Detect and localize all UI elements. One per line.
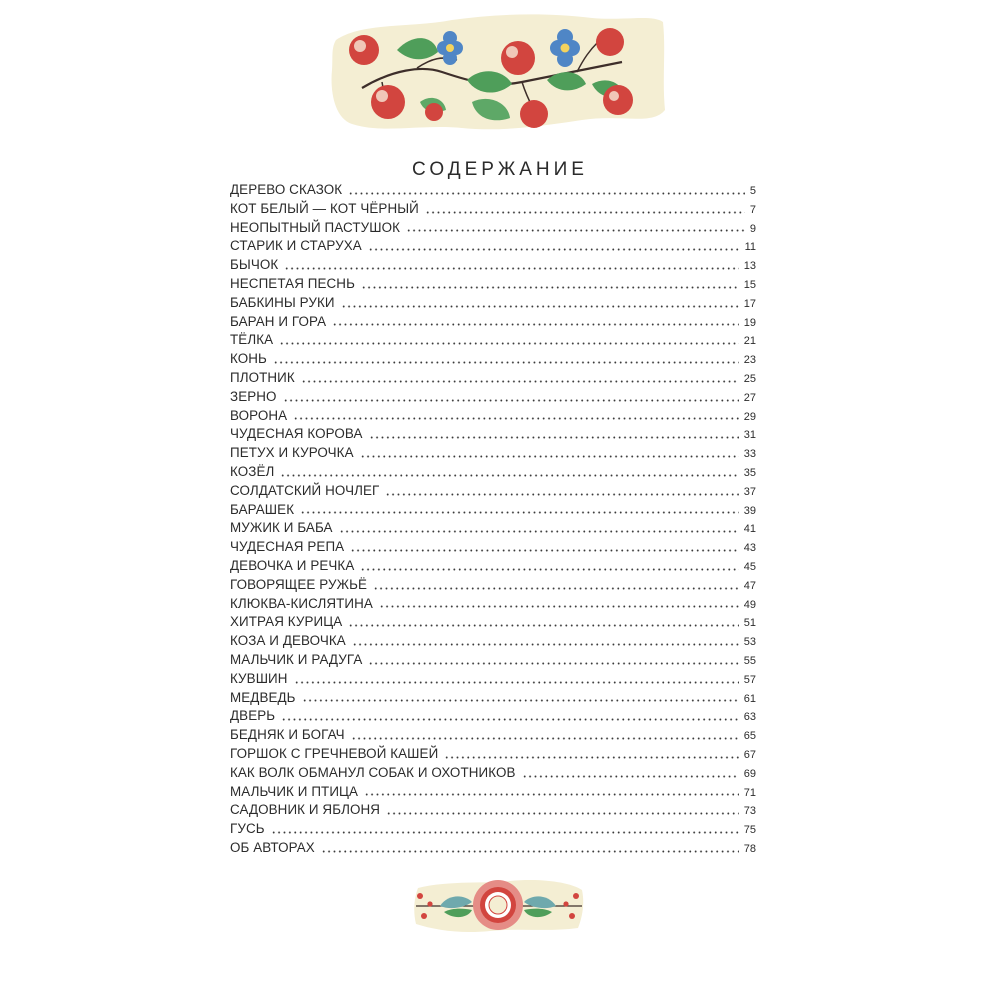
toc-entry-title: НЕОПЫТНЫЙ ПАСТУШОК: [230, 219, 401, 235]
toc-entry-title: БАРАШЕК: [230, 501, 295, 517]
toc-row[interactable]: [230, 501, 756, 520]
toc-row[interactable]: [230, 519, 756, 538]
toc-entry-title: КУВШИН: [230, 670, 288, 686]
dot-leader: [284, 266, 738, 271]
toc-page-number: 78: [743, 842, 756, 855]
toc-row[interactable]: [230, 745, 756, 764]
toc-entry-title: БЕДНЯК И БОГАЧ: [230, 727, 345, 743]
toc-page-number: 57: [743, 673, 756, 686]
toc-page-number: 39: [743, 504, 756, 517]
toc-row[interactable]: [230, 689, 756, 708]
toc-row[interactable]: [230, 764, 756, 783]
dot-leader: [273, 360, 739, 365]
dot-leader: [360, 454, 739, 459]
toc-page-number: 37: [743, 485, 756, 498]
toc-row[interactable]: [230, 557, 756, 576]
dot-leader: [425, 210, 745, 215]
toc-entry-title: ЧУДЕСНАЯ КОРОВА: [230, 426, 363, 442]
dot-leader: [301, 379, 739, 384]
dot-leader: [522, 774, 739, 779]
toc-entry-title: НЕСПЕТАЯ ПЕСНЬ: [230, 275, 355, 291]
toc-row[interactable]: [230, 331, 756, 350]
folk-flower-ornament: [410, 876, 586, 934]
dot-leader: [369, 435, 739, 440]
toc-page-number: 53: [743, 636, 756, 649]
dot-leader: [321, 849, 739, 854]
toc-page-number: 9: [749, 222, 756, 235]
toc-row[interactable]: [230, 783, 756, 802]
toc-row[interactable]: [230, 181, 756, 200]
toc-entry-title: МЕДВЕДЬ: [230, 689, 296, 705]
dot-leader: [352, 642, 739, 647]
toc-row[interactable]: [230, 237, 756, 256]
dot-leader: [350, 548, 739, 553]
toc-entry-title: БАРАН И ГОРА: [230, 313, 327, 329]
dot-leader: [294, 680, 739, 685]
toc-entry-title: КОЗА И ДЕВОЧКА: [230, 633, 346, 649]
toc-page-number: 23: [743, 354, 756, 367]
toc-entry-title: ГОВОРЯЩЕЕ РУЖЬЁ: [230, 576, 367, 592]
toc-page-number: 5: [749, 185, 756, 197]
dot-leader: [364, 792, 739, 797]
dot-leader: [360, 567, 738, 572]
toc-entry-title: БЫЧОК: [230, 257, 279, 273]
toc-entry-title: МАЛЬЧИК И РАДУГА: [230, 651, 363, 667]
toc-page-number: 7: [749, 203, 756, 216]
toc-entry-title: ТЁЛКА: [230, 332, 274, 348]
toc-row[interactable]: [230, 444, 756, 463]
toc-page-number: 25: [743, 372, 756, 385]
toc-page-number: 35: [743, 466, 756, 479]
dot-leader: [373, 586, 739, 591]
toc-entry-title: КОНЬ: [230, 351, 267, 367]
dot-leader: [444, 755, 738, 760]
dot-leader: [281, 717, 739, 722]
toc-page-number: 31: [743, 429, 756, 442]
toc-page-number: 67: [743, 748, 756, 761]
toc-row[interactable]: [230, 595, 756, 614]
toc-row[interactable]: [230, 256, 756, 275]
toc-page-number: 45: [743, 560, 756, 573]
toc-row[interactable]: [230, 350, 756, 369]
toc-page-number: 65: [743, 730, 756, 743]
toc-entry-title: ОБ АВТОРАХ: [230, 839, 315, 855]
toc-entry-title: ВОРОНА: [230, 407, 288, 423]
toc-entry-title: ГУСЬ: [230, 821, 265, 837]
toc-row[interactable]: [230, 801, 756, 820]
toc-entry-title: САДОВНИК И ЯБЛОНЯ: [230, 802, 381, 818]
toc-row[interactable]: [230, 651, 756, 670]
toc-row[interactable]: [230, 200, 756, 219]
dot-leader: [332, 322, 739, 327]
toc-page-number: 41: [743, 523, 756, 536]
toc-row[interactable]: [230, 482, 756, 501]
toc-page-number: 27: [743, 391, 756, 404]
toc-page-number: 13: [743, 260, 756, 273]
dot-leader: [348, 623, 739, 628]
toc-entry-title: КОТ БЕЛЫЙ — КОТ ЧЁРНЫЙ: [230, 200, 419, 216]
dot-leader: [385, 492, 738, 497]
dot-leader: [368, 247, 740, 252]
dot-leader: [368, 661, 738, 666]
toc-page-number: 75: [743, 824, 756, 837]
dot-leader: [279, 341, 739, 346]
toc-page-number: 55: [743, 654, 756, 667]
toc-entry-title: МАЛЬЧИК И ПТИЦА: [230, 783, 359, 799]
toc-page-number: 33: [743, 448, 756, 461]
toc-row[interactable]: [230, 219, 756, 238]
toc-page-number: 19: [743, 316, 756, 329]
dot-leader: [339, 529, 739, 534]
toc-page-number: 21: [743, 335, 756, 348]
toc-page-number: 47: [743, 579, 756, 592]
toc-page-number: 71: [743, 786, 756, 799]
toc-row[interactable]: [230, 407, 756, 426]
toc-page-number: 17: [743, 297, 756, 310]
toc-entry-title: ДВЕРЬ: [230, 708, 276, 724]
dot-leader: [406, 228, 745, 233]
toc-row[interactable]: [230, 275, 756, 294]
dot-leader: [293, 416, 739, 421]
toc-entry-title: КЛЮКВА-КИСЛЯТИНА: [230, 595, 373, 611]
dot-leader: [386, 811, 739, 816]
dot-leader: [302, 698, 739, 703]
toc-entry-title: ЧУДЕСНАЯ РЕПА: [230, 539, 345, 555]
toc-entry-title: ЗЕРНО: [230, 388, 277, 404]
toc-row[interactable]: [230, 538, 756, 557]
toc-row[interactable]: [230, 388, 756, 407]
dot-leader: [341, 304, 739, 309]
dot-leader: [351, 736, 739, 741]
dot-leader: [361, 285, 739, 290]
toc-entry-title: ПЕТУХ И КУРОЧКА: [230, 445, 354, 461]
table-of-contents: [230, 181, 756, 858]
toc-row[interactable]: [230, 707, 756, 726]
toc-page-number: 43: [743, 542, 756, 555]
toc-entry-title: БАБКИНЫ РУКИ: [230, 294, 335, 310]
toc-entry-title: ПЛОТНИК: [230, 369, 295, 385]
dot-leader: [283, 398, 739, 403]
dot-leader: [348, 191, 745, 196]
toc-row[interactable]: [230, 313, 756, 332]
page-title: СОДЕРЖАНИЕ: [412, 158, 588, 180]
toc-page-number: 49: [743, 598, 756, 611]
dot-leader: [300, 510, 739, 515]
toc-row[interactable]: [230, 576, 756, 595]
toc-entry-title: КАК ВОЛК ОБМАНУЛ СОБАК И ОХОТНИКОВ: [230, 764, 516, 780]
toc-row[interactable]: [230, 294, 756, 313]
toc-entry-title: ДЕВОЧКА И РЕЧКА: [230, 557, 355, 573]
dot-leader: [280, 473, 738, 478]
toc-page-number: 61: [743, 692, 756, 705]
toc-page-number: 29: [743, 410, 756, 423]
toc-page-number: 73: [743, 805, 756, 818]
toc-entry-title: ДЕРЕВО СКАЗОК: [230, 182, 343, 197]
folk-flower-icon: [473, 880, 523, 930]
toc-page-number: 69: [743, 767, 756, 780]
toc-entry-title: ГОРШОК С ГРЕЧНЕВОЙ КАШЕЙ: [230, 745, 439, 761]
toc-entry-title: СТАРИК И СТАРУХА: [230, 238, 362, 254]
toc-entry-title: ХИТРАЯ КУРИЦА: [230, 614, 343, 630]
toc-entry-title: СОЛДАТСКИЙ НОЧЛЕГ: [230, 482, 380, 498]
toc-row[interactable]: [230, 613, 756, 632]
toc-page-number: 51: [743, 617, 756, 630]
toc-row[interactable]: [230, 369, 756, 388]
toc-entry-title: КОЗЁЛ: [230, 463, 275, 479]
toc-row[interactable]: [230, 726, 756, 745]
dot-leader: [379, 604, 739, 609]
toc-page-number: 15: [743, 278, 756, 291]
toc-page-number: 11: [744, 241, 756, 254]
toc-row[interactable]: [230, 820, 756, 839]
toc-page-number: 63: [743, 711, 756, 724]
toc-row[interactable]: [230, 463, 756, 482]
toc-row[interactable]: [230, 839, 756, 858]
toc-row[interactable]: [230, 670, 756, 689]
toc-row[interactable]: [230, 425, 756, 444]
berry-branch-ornament: [322, 10, 667, 138]
toc-row[interactable]: [230, 632, 756, 651]
dot-leader: [271, 830, 739, 835]
toc-entry-title: МУЖИК И БАБА: [230, 520, 333, 536]
